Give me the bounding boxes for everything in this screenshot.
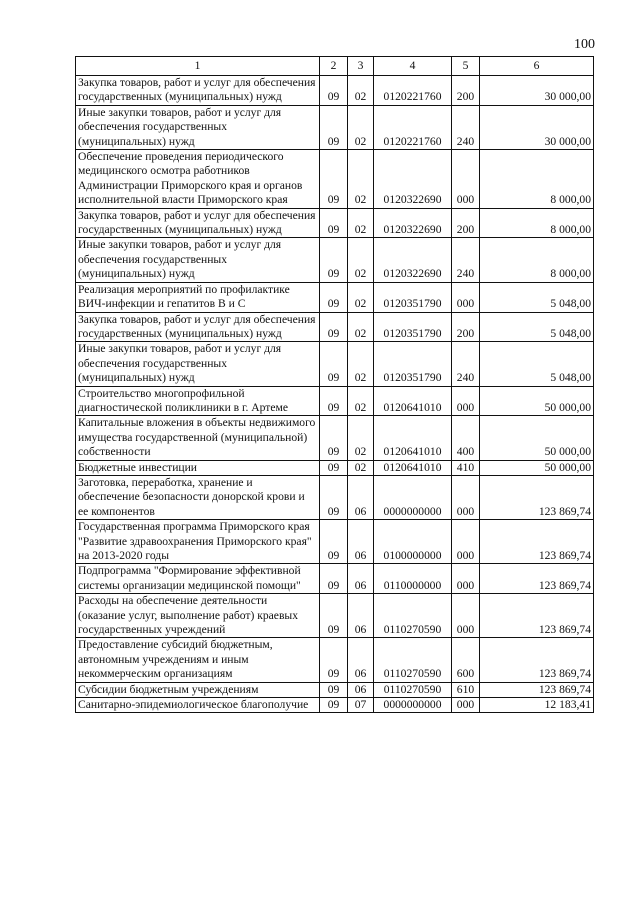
column-header: 3 xyxy=(348,57,374,76)
expense-type-cell: 240 xyxy=(452,105,480,149)
expense-type-cell: 240 xyxy=(452,342,480,386)
table-row xyxy=(76,475,594,519)
subsection-code-cell: 06 xyxy=(348,638,374,682)
target-article-cell: 0000000000 xyxy=(374,475,452,519)
target-article-cell: 0120351790 xyxy=(374,342,452,386)
table-row xyxy=(76,312,594,342)
row-name-cell: Подпрограмма "Формирование эффективной системы организации медицинской помощи" xyxy=(76,564,320,594)
table-body xyxy=(76,76,594,713)
row-name-cell: Государственная программа Приморского края "Развитие здравоохранения Приморского края" на 2013-2020 годы xyxy=(76,520,320,564)
amount-cell: 123 869,74 xyxy=(480,564,594,594)
row-name-cell: Капитальные вложения в объекты недвижимого имущества государственной (муниципальной) собственности xyxy=(76,416,320,460)
amount-cell: 30 000,00 xyxy=(480,105,594,149)
target-article-cell: 0120322690 xyxy=(374,208,452,238)
table-header-row xyxy=(76,57,594,76)
target-article-cell: 0120221760 xyxy=(374,76,452,106)
subsection-code-cell: 02 xyxy=(348,312,374,342)
subsection-code-cell: 02 xyxy=(348,76,374,106)
expense-type-cell: 600 xyxy=(452,638,480,682)
row-name-cell: Реализация мероприятий по профилактике ВИЧ-инфекции и гепатитов В и С xyxy=(76,282,320,312)
section-code-cell: 09 xyxy=(320,460,348,475)
table-row xyxy=(76,150,594,209)
expense-type-cell: 000 xyxy=(452,150,480,209)
expense-type-cell: 200 xyxy=(452,208,480,238)
section-code-cell: 09 xyxy=(320,416,348,460)
amount-cell: 50 000,00 xyxy=(480,386,594,416)
row-name-cell: Иные закупки товаров, работ и услуг для обеспечения государственных (муниципальных) нужд xyxy=(76,105,320,149)
row-name-cell: Субсидии бюджетным учреждениям xyxy=(76,682,320,697)
target-article-cell: 0120322690 xyxy=(374,238,452,282)
expense-type-cell: 610 xyxy=(452,682,480,697)
target-article-cell: 0000000000 xyxy=(374,698,452,713)
row-name-cell: Бюджетные инвестиции xyxy=(76,460,320,475)
amount-cell: 123 869,74 xyxy=(480,475,594,519)
section-code-cell: 09 xyxy=(320,564,348,594)
target-article-cell: 0110270590 xyxy=(374,594,452,638)
column-header: 6 xyxy=(480,57,594,76)
table-row xyxy=(76,638,594,682)
expense-type-cell: 200 xyxy=(452,76,480,106)
table-row xyxy=(76,416,594,460)
row-name-cell: Закупка товаров, работ и услуг для обеспечения государственных (муниципальных) нужд xyxy=(76,208,320,238)
section-code-cell: 09 xyxy=(320,698,348,713)
table-row xyxy=(76,460,594,475)
target-article-cell: 0120351790 xyxy=(374,282,452,312)
amount-cell: 123 869,74 xyxy=(480,594,594,638)
target-article-cell: 0100000000 xyxy=(374,520,452,564)
target-article-cell: 0110000000 xyxy=(374,564,452,594)
subsection-code-cell: 02 xyxy=(348,238,374,282)
amount-cell: 50 000,00 xyxy=(480,460,594,475)
subsection-code-cell: 02 xyxy=(348,342,374,386)
row-name-cell: Предоставление субсидий бюджетным, автономным учреждениям и иным некоммерческим организациям xyxy=(76,638,320,682)
table-row xyxy=(76,282,594,312)
row-name-cell: Заготовка, переработка, хранение и обеспечение безопасности донорской крови и ее компонентов xyxy=(76,475,320,519)
section-code-cell: 09 xyxy=(320,282,348,312)
target-article-cell: 0110270590 xyxy=(374,682,452,697)
subsection-code-cell: 02 xyxy=(348,460,374,475)
row-name-cell: Закупка товаров, работ и услуг для обеспечения государственных (муниципальных) нужд xyxy=(76,76,320,106)
amount-cell: 50 000,00 xyxy=(480,416,594,460)
subsection-code-cell: 07 xyxy=(348,698,374,713)
target-article-cell: 0110270590 xyxy=(374,638,452,682)
column-header: 4 xyxy=(374,57,452,76)
amount-cell: 8 000,00 xyxy=(480,150,594,209)
section-code-cell: 09 xyxy=(320,208,348,238)
target-article-cell: 0120322690 xyxy=(374,150,452,209)
target-article-cell: 0120221760 xyxy=(374,105,452,149)
amount-cell: 5 048,00 xyxy=(480,312,594,342)
section-code-cell: 09 xyxy=(320,638,348,682)
subsection-code-cell: 02 xyxy=(348,105,374,149)
expense-type-cell: 000 xyxy=(452,475,480,519)
subsection-code-cell: 02 xyxy=(348,282,374,312)
amount-cell: 8 000,00 xyxy=(480,238,594,282)
section-code-cell: 09 xyxy=(320,150,348,209)
subsection-code-cell: 02 xyxy=(348,416,374,460)
section-code-cell: 09 xyxy=(320,520,348,564)
row-name-cell: Иные закупки товаров, работ и услуг для обеспечения государственных (муниципальных) нужд xyxy=(76,342,320,386)
table-row xyxy=(76,682,594,697)
section-code-cell: 09 xyxy=(320,386,348,416)
subsection-code-cell: 02 xyxy=(348,150,374,209)
table-row xyxy=(76,594,594,638)
column-header: 5 xyxy=(452,57,480,76)
column-header: 1 xyxy=(76,57,320,76)
budget-table xyxy=(75,56,594,713)
subsection-code-cell: 06 xyxy=(348,682,374,697)
expense-type-cell: 000 xyxy=(452,564,480,594)
row-name-cell: Иные закупки товаров, работ и услуг для обеспечения государственных (муниципальных) нужд xyxy=(76,238,320,282)
section-code-cell: 09 xyxy=(320,475,348,519)
table-row xyxy=(76,208,594,238)
row-name-cell: Санитарно-эпидемиологическое благополучие xyxy=(76,698,320,713)
subsection-code-cell: 02 xyxy=(348,386,374,416)
amount-cell: 8 000,00 xyxy=(480,208,594,238)
expense-type-cell: 200 xyxy=(452,312,480,342)
table-row xyxy=(76,105,594,149)
expense-type-cell: 000 xyxy=(452,520,480,564)
amount-cell: 5 048,00 xyxy=(480,282,594,312)
expense-type-cell: 000 xyxy=(452,594,480,638)
row-name-cell: Закупка товаров, работ и услуг для обеспечения государственных (муниципальных) нужд xyxy=(76,312,320,342)
subsection-code-cell: 02 xyxy=(348,208,374,238)
target-article-cell: 0120351790 xyxy=(374,312,452,342)
row-name-cell: Расходы на обеспечение деятельности (оказание услуг, выполнение работ) краевых государственных учреждений xyxy=(76,594,320,638)
row-name-cell: Обеспечение проведения периодического медицинского осмотра работников Администрации Приморского края и органов исполнительной власти Приморского края xyxy=(76,150,320,209)
table-row xyxy=(76,238,594,282)
page-number: 100 xyxy=(574,37,595,52)
section-code-cell: 09 xyxy=(320,105,348,149)
amount-cell: 30 000,00 xyxy=(480,76,594,106)
amount-cell: 12 183,41 xyxy=(480,698,594,713)
target-article-cell: 0120641010 xyxy=(374,416,452,460)
expense-type-cell: 410 xyxy=(452,460,480,475)
section-code-cell: 09 xyxy=(320,312,348,342)
expense-type-cell: 000 xyxy=(452,386,480,416)
column-header: 2 xyxy=(320,57,348,76)
subsection-code-cell: 06 xyxy=(348,564,374,594)
table-row xyxy=(76,698,594,713)
table-row xyxy=(76,386,594,416)
section-code-cell: 09 xyxy=(320,594,348,638)
amount-cell: 123 869,74 xyxy=(480,638,594,682)
expense-type-cell: 400 xyxy=(452,416,480,460)
table-row xyxy=(76,520,594,564)
amount-cell: 123 869,74 xyxy=(480,682,594,697)
amount-cell: 123 869,74 xyxy=(480,520,594,564)
table-row xyxy=(76,76,594,106)
table-row xyxy=(76,342,594,386)
section-code-cell: 09 xyxy=(320,76,348,106)
subsection-code-cell: 06 xyxy=(348,475,374,519)
subsection-code-cell: 06 xyxy=(348,520,374,564)
target-article-cell: 0120641010 xyxy=(374,460,452,475)
expense-type-cell: 240 xyxy=(452,238,480,282)
section-code-cell: 09 xyxy=(320,682,348,697)
expense-type-cell: 000 xyxy=(452,282,480,312)
section-code-cell: 09 xyxy=(320,342,348,386)
subsection-code-cell: 06 xyxy=(348,594,374,638)
target-article-cell: 0120641010 xyxy=(374,386,452,416)
expense-type-cell: 000 xyxy=(452,698,480,713)
section-code-cell: 09 xyxy=(320,238,348,282)
row-name-cell: Строительство многопрофильной диагностической поликлиники в г. Артеме xyxy=(76,386,320,416)
table-row xyxy=(76,564,594,594)
amount-cell: 5 048,00 xyxy=(480,342,594,386)
